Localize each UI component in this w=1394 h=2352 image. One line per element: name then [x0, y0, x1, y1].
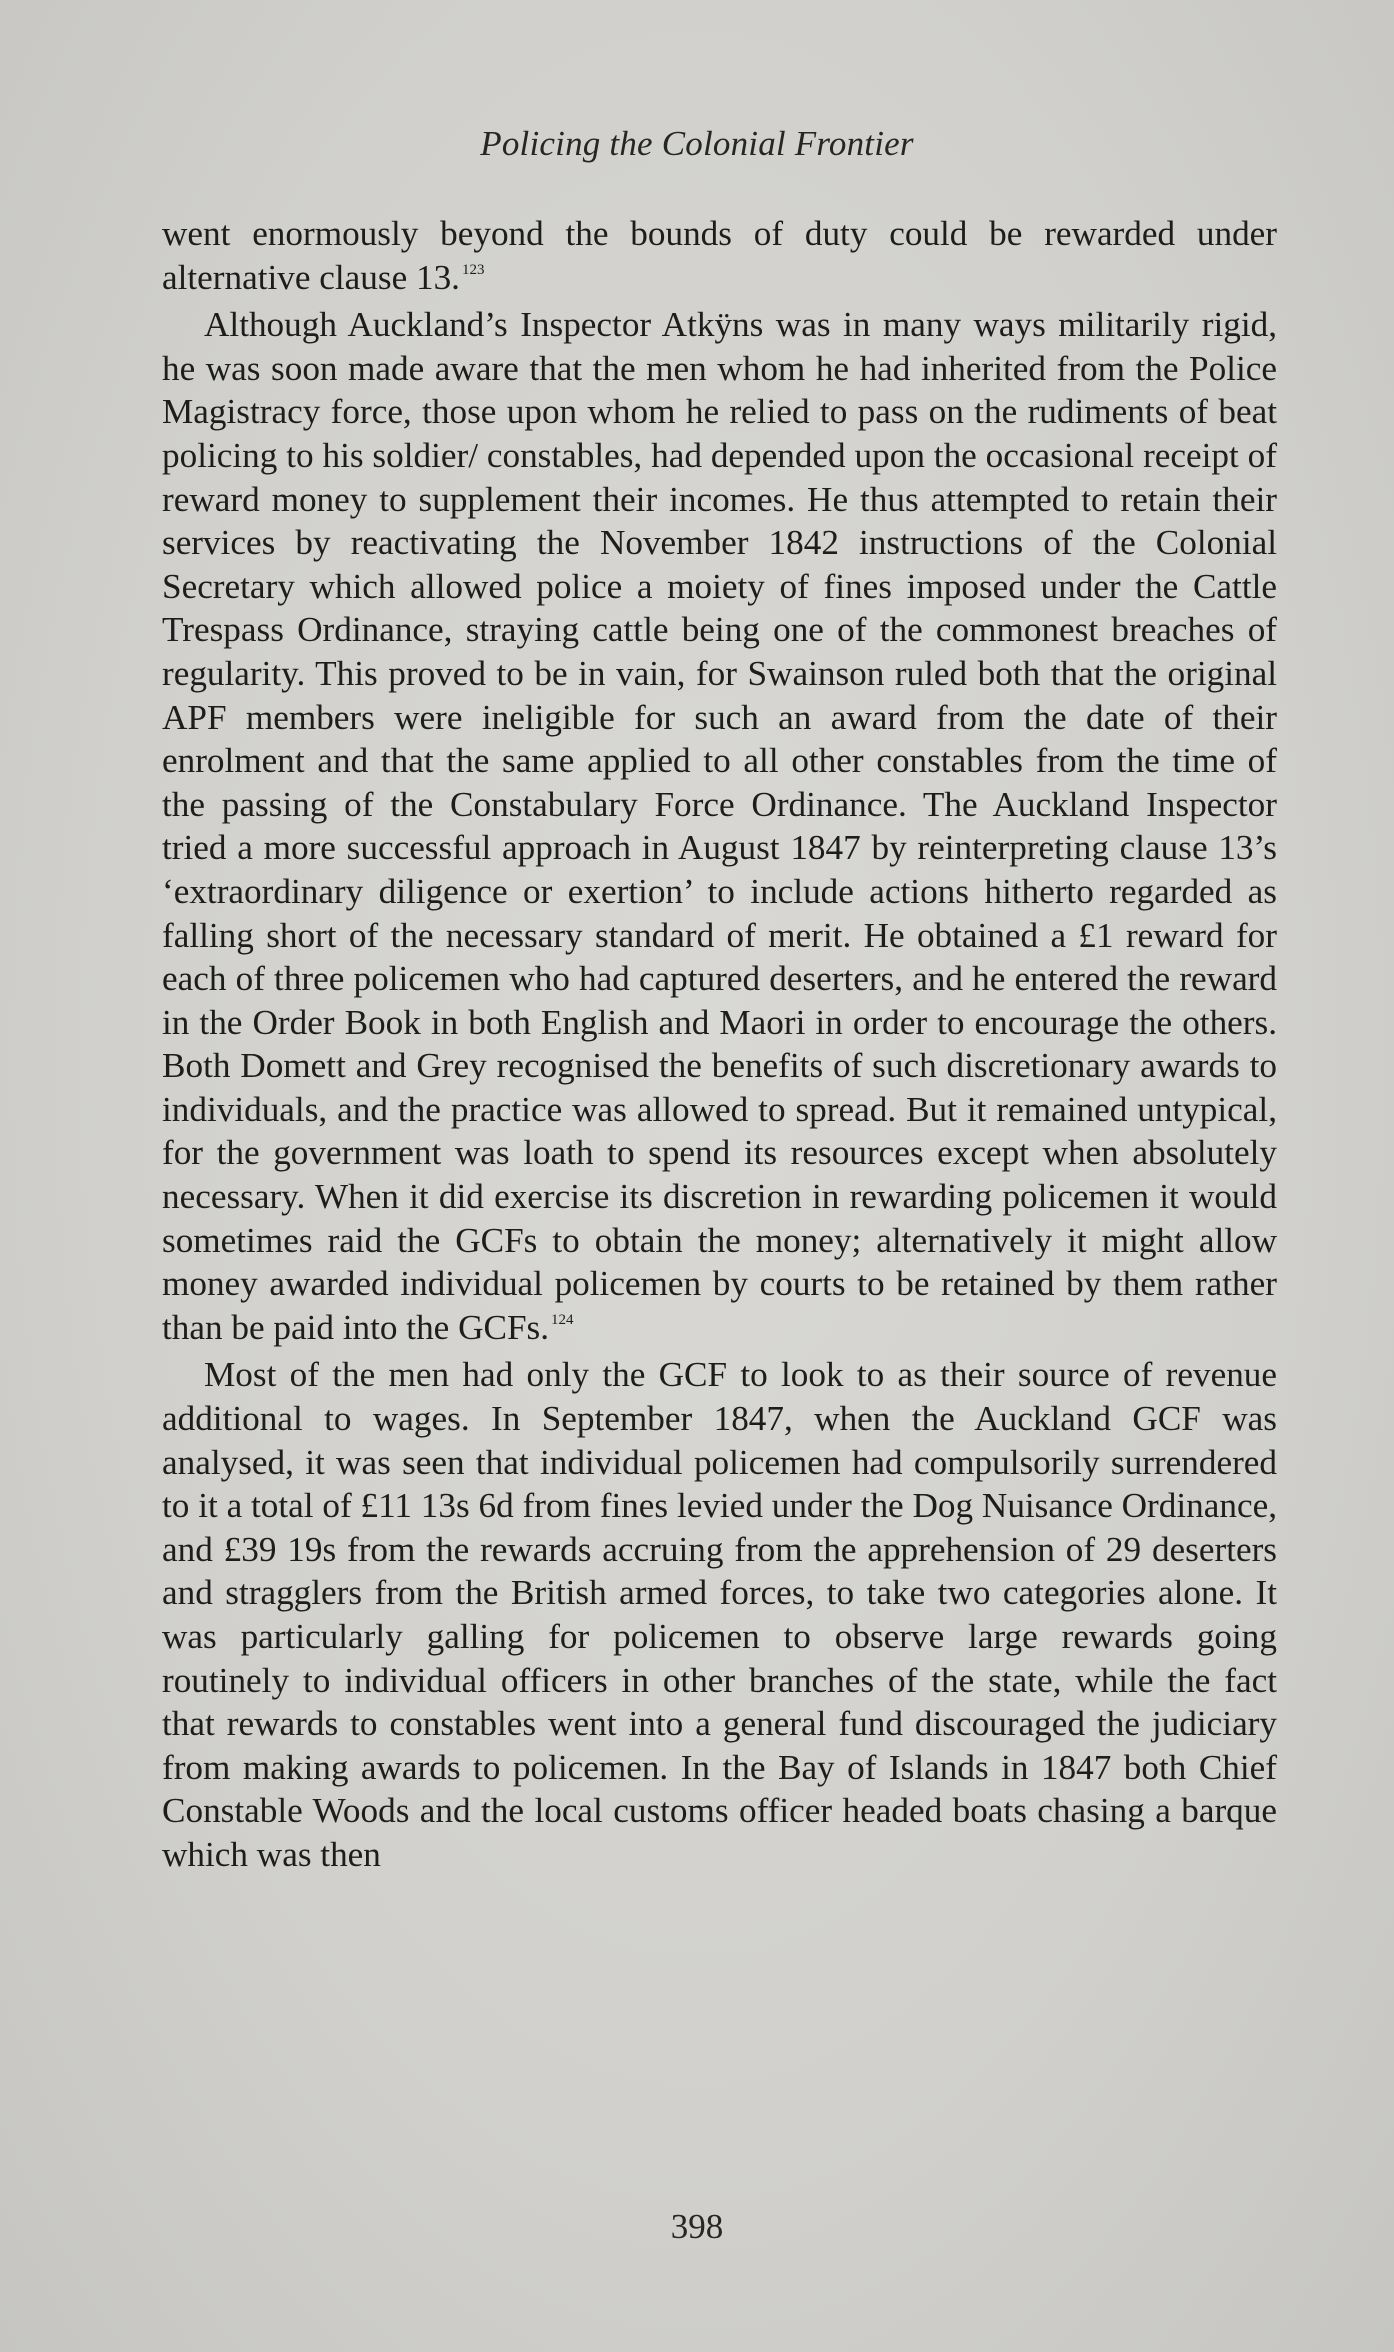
paragraph-3: [162, 1353, 1277, 1876]
footnote-ref-123: 123: [461, 261, 485, 278]
paragraph-2-text: Although Auckland’s Inspector Atkÿns was in many ways militarily rigid, he was soon made aware that the men whom he had inherited from the Police Magistracy force, those upon whom he relied to pass on the rudiments of beat policing to his soldier/ constables, had depended upon the occasional receipt of reward money to supplement their incomes. He thus attempted to retain their services by reactivating the November 1842 instructions of the Colonial Secretary which allowed police a moiety of fines imposed under the Cattle Trespass Ordinance, straying cattle being one of the commonest breaches of regularity. This proved to be in vain, for Swainson ruled both that the original APF members were ineligible for such an award from the date of their enrolment and that the same applied to all other constables from the time of the passing of the Constabulary Force Ordinance. The Auckland Inspector tried a more successful approach in August 1847 by reinterpreting clause 13’s ‘extraordinary diligence or exertion’ to include actions hitherto regarded as falling short of the necessary standard of merit. He obtained a £1 reward for each of three policemen who had captured deserters, and he entered the reward in the Order Book in both English and Maori in order to encourage the others. Both Domett and Grey recognised the benefits of such discretionary awards to individuals, and the practice was allowed to spread. But it remained untypical, for the government was loath to spend its resources except when absolutely necessary. When it did exercise its discretion in rewarding policemen it would sometimes raid the GCFs to obtain the money; alternatively it might allow money awarded individual policemen by courts to be retained by them rather than be paid into the GCFs.: [162, 305, 1277, 1347]
paragraph-3-text: Most of the men had only the GCF to look to as their source of revenue additional to wages. In September 1847, when the Auckland GCF was analysed, it was seen that individual policemen had compulsorily surrendered to it a total of £11 13s 6d from fines levied under the Dog Nuisance Ordinance, and £39 19s from the rewards accruing from the apprehension of 29 deserters and stragglers from the British armed forces, to take two categories alone. It was particularly galling for policemen to observe large rewards going routinely to individual officers in other branches of the state, while the fact that rewards to constables went into a general fund discouraged the judiciary from making awards to policemen. In the Bay of Islands in 1847 both Chief Constable Woods and the local customs officer headed boats chasing a barque which was then: [162, 1355, 1277, 1874]
running-head: Policing the Colonial Frontier: [480, 124, 914, 163]
paragraph-1-text: went enormously beyond the bounds of duty could be rewarded under alternative clause 13.: [162, 214, 1277, 297]
page-number: 398: [670, 2207, 724, 2246]
paragraph-1: [162, 212, 1277, 299]
footnote-ref-124: 124: [551, 1311, 574, 1328]
paragraph-2: [162, 303, 1277, 1349]
body-text: [162, 212, 1277, 1877]
